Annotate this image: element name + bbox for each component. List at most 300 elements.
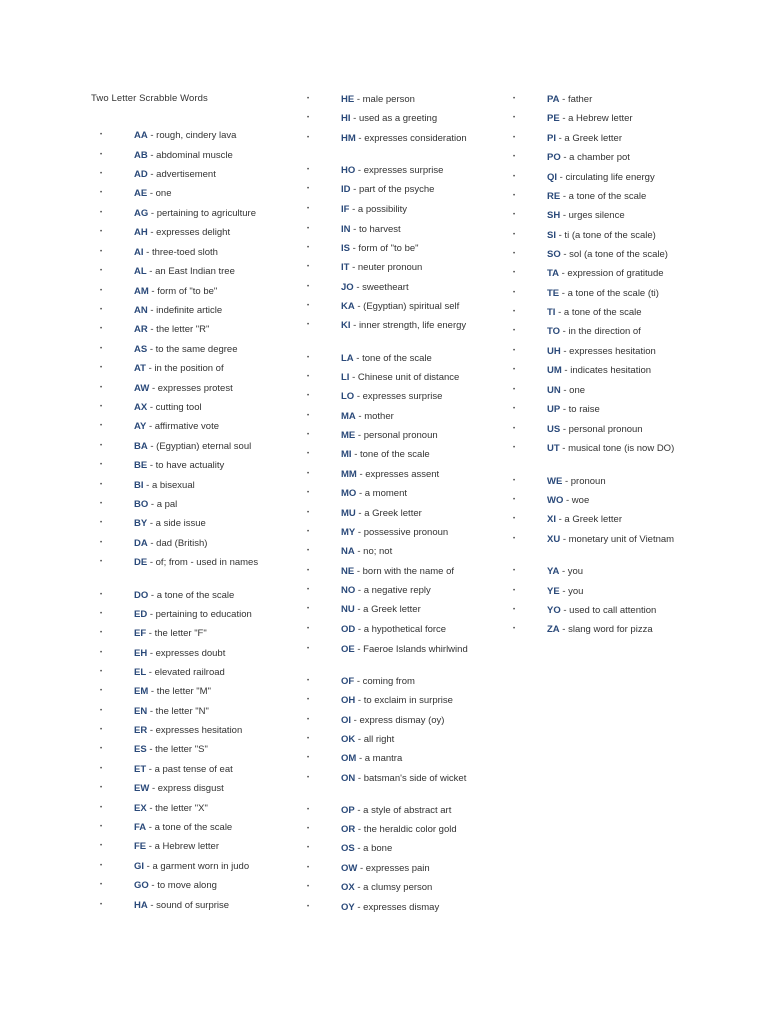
bullet-icon: • xyxy=(100,540,103,546)
entry-text xyxy=(341,545,477,559)
word-label: PE xyxy=(547,113,560,124)
bullet-icon: • xyxy=(513,445,516,451)
entry-text xyxy=(341,352,477,366)
word-label: IT xyxy=(341,262,350,273)
word-label: AN xyxy=(134,305,148,316)
word-label: IS xyxy=(341,243,350,254)
bullet-icon: • xyxy=(307,471,310,477)
bullet-icon: • xyxy=(307,548,310,554)
word-definition: - a clumsy person xyxy=(354,882,433,893)
entry-text xyxy=(134,899,290,913)
entry-text xyxy=(341,823,477,837)
bullet-icon: • xyxy=(513,232,516,238)
word-definition: - the letter "N" xyxy=(147,706,209,717)
word-label: IN xyxy=(341,224,351,235)
entry-text xyxy=(134,647,290,661)
bullet-icon: • xyxy=(307,606,310,612)
bullet-icon: • xyxy=(100,385,103,391)
bullet-icon: • xyxy=(513,174,516,180)
word-label: AT xyxy=(134,363,146,374)
bullet-icon: • xyxy=(307,717,310,723)
word-label: MU xyxy=(341,508,356,519)
word-label: OF xyxy=(341,676,355,687)
entry-text xyxy=(341,223,477,237)
entry-text xyxy=(134,498,290,512)
bullet-icon: • xyxy=(513,270,516,276)
word-definition: - the letter "R" xyxy=(147,324,210,335)
word-definition: - sol (a tone of the scale) xyxy=(560,249,668,260)
word-definition: - you xyxy=(559,586,584,597)
bullet-icon: • xyxy=(100,307,103,313)
word-label: OE xyxy=(341,644,355,655)
entry-text xyxy=(134,343,290,357)
entry-text xyxy=(134,860,290,874)
word-label: OK xyxy=(341,734,356,745)
bullet-icon: • xyxy=(513,478,516,484)
word-definition: - neuter pronoun xyxy=(349,262,423,273)
word-label: NU xyxy=(341,604,355,615)
entry-text xyxy=(547,475,693,489)
word-definition: - expresses delight xyxy=(147,227,231,238)
word-label: YA xyxy=(547,566,560,577)
bullet-icon: • xyxy=(307,186,310,192)
word-label: BA xyxy=(134,441,148,452)
entry-text xyxy=(547,287,693,301)
entry-text xyxy=(547,229,693,243)
bullet-icon: • xyxy=(513,309,516,315)
word-label: UM xyxy=(547,365,562,376)
word-label: WO xyxy=(547,495,564,506)
bullet-icon: • xyxy=(307,626,310,632)
word-definition: - express disgust xyxy=(149,783,224,794)
word-label: OS xyxy=(341,843,355,854)
word-definition: - a chamber pot xyxy=(560,152,630,163)
entry-text xyxy=(341,842,477,856)
entry-text xyxy=(341,319,477,333)
bullet-icon: • xyxy=(307,432,310,438)
entry-text xyxy=(134,401,290,415)
word-label: GO xyxy=(134,880,149,891)
entry-text xyxy=(341,468,477,482)
bullet-icon: • xyxy=(100,346,103,352)
entry-text xyxy=(547,585,693,599)
word-label: UH xyxy=(547,346,561,357)
word-definition: - a Greek letter xyxy=(555,514,622,525)
word-definition: - expression of gratitude xyxy=(558,268,664,279)
bullet-icon: • xyxy=(307,206,310,212)
word-label: LA xyxy=(341,353,354,364)
entry-text xyxy=(341,390,477,404)
entry-text xyxy=(341,584,477,598)
word-label: MY xyxy=(341,527,356,538)
entry-text xyxy=(134,323,290,337)
word-label: AM xyxy=(134,286,149,297)
word-definition: - cutting tool xyxy=(147,402,202,413)
word-definition: - tone of the scale xyxy=(351,449,430,460)
word-label: ID xyxy=(341,184,351,195)
entry-text xyxy=(547,325,693,339)
word-label: EN xyxy=(134,706,148,717)
entry-text xyxy=(547,93,693,107)
entry-text xyxy=(341,487,477,501)
word-definition: - personal pronoun xyxy=(560,424,643,435)
word-label: AE xyxy=(134,188,148,199)
word-definition: - to harvest xyxy=(350,224,401,235)
entry-text xyxy=(341,300,477,314)
bullet-icon: • xyxy=(100,746,103,752)
entry-text xyxy=(134,879,290,893)
bullet-icon: • xyxy=(513,406,516,412)
entry-text xyxy=(134,589,290,603)
word-definition: - indicates hesitation xyxy=(561,365,652,376)
word-definition: - a negative reply xyxy=(355,585,431,596)
bullet-icon: • xyxy=(307,568,310,574)
word-label: EF xyxy=(134,628,147,639)
word-label: AR xyxy=(134,324,148,335)
word-label: PA xyxy=(547,94,560,105)
word-definition: - coming from xyxy=(354,676,415,687)
word-label: WE xyxy=(547,476,563,487)
entry-text xyxy=(134,265,290,279)
word-definition: - expresses consideration xyxy=(355,133,467,144)
word-label: BO xyxy=(134,499,149,510)
entry-text xyxy=(547,494,693,508)
entry-text xyxy=(134,285,290,299)
bullet-icon: • xyxy=(307,904,310,910)
bullet-icon: • xyxy=(100,785,103,791)
word-label: IF xyxy=(341,204,350,215)
bullet-icon: • xyxy=(513,115,516,121)
bullet-icon: • xyxy=(513,626,516,632)
bullet-icon: • xyxy=(100,669,103,675)
word-definition: - a bone xyxy=(354,843,393,854)
bullet-icon: • xyxy=(307,393,310,399)
word-definition: - Chinese unit of distance xyxy=(349,372,460,383)
bullet-icon: • xyxy=(307,678,310,684)
bullet-icon: • xyxy=(100,249,103,255)
word-definition: - a bisexual xyxy=(143,480,195,491)
word-label: ES xyxy=(134,744,147,755)
word-definition: - mother xyxy=(355,411,394,422)
bullet-icon: • xyxy=(307,96,310,102)
entry-text xyxy=(341,603,477,617)
word-definition: - a pal xyxy=(148,499,178,510)
bullet-icon: • xyxy=(307,775,310,781)
bullet-icon: • xyxy=(100,650,103,656)
bullet-icon: • xyxy=(513,193,516,199)
entry-text xyxy=(134,420,290,434)
entry-text xyxy=(134,763,290,777)
entry-text xyxy=(547,209,693,223)
bullet-icon: • xyxy=(100,210,103,216)
entry-text xyxy=(547,604,693,618)
word-label: KA xyxy=(341,301,355,312)
word-definition: - dad (British) xyxy=(147,538,208,549)
word-label: XU xyxy=(547,534,561,545)
entry-text xyxy=(134,382,290,396)
bullet-icon: • xyxy=(100,501,103,507)
word-label: OI xyxy=(341,715,352,726)
bullet-icon: • xyxy=(513,212,516,218)
word-definition: - used as a greeting xyxy=(350,113,438,124)
bullet-icon: • xyxy=(100,171,103,177)
word-label: OH xyxy=(341,695,356,706)
word-definition: - one xyxy=(560,385,586,396)
word-definition: - form of "to be" xyxy=(349,243,419,254)
entry-text xyxy=(341,675,477,689)
entry-text xyxy=(341,507,477,521)
word-definition: - a moment xyxy=(356,488,407,499)
word-definition: - a tone of the scale xyxy=(560,191,647,202)
entry-text xyxy=(547,267,693,281)
bullet-icon: • xyxy=(513,516,516,522)
entry-text xyxy=(134,362,290,376)
entry-text xyxy=(134,207,290,221)
bullet-icon: • xyxy=(307,322,310,328)
word-definition: - batsman's side of wicket xyxy=(355,773,467,784)
word-label: MM xyxy=(341,469,357,480)
word-definition: - to have actuality xyxy=(147,460,225,471)
word-label: PI xyxy=(547,133,556,144)
bullet-icon: • xyxy=(100,882,103,888)
bullet-icon: • xyxy=(513,607,516,613)
entry-text xyxy=(341,752,477,766)
word-definition: - a Hebrew letter xyxy=(146,841,220,852)
word-label: EW xyxy=(134,783,150,794)
word-definition: - in the direction of xyxy=(560,326,641,337)
bullet-icon: • xyxy=(100,365,103,371)
entry-text xyxy=(134,840,290,854)
entry-text xyxy=(547,403,693,417)
bullet-icon: • xyxy=(307,355,310,361)
word-label: TA xyxy=(547,268,559,279)
word-definition: - the heraldic color gold xyxy=(355,824,457,835)
word-label: RE xyxy=(547,191,561,202)
bullet-icon: • xyxy=(307,755,310,761)
bullet-icon: • xyxy=(513,154,516,160)
bullet-icon: • xyxy=(100,708,103,714)
entry-text xyxy=(134,517,290,531)
bullet-icon: • xyxy=(100,462,103,468)
bullet-icon: • xyxy=(100,520,103,526)
word-definition: - expresses surprise xyxy=(354,391,443,402)
entry-text xyxy=(134,627,290,641)
word-label: OY xyxy=(341,902,355,913)
word-label: KI xyxy=(341,320,351,331)
entry-text xyxy=(547,306,693,320)
word-definition: - expresses doubt xyxy=(147,648,226,659)
entry-text xyxy=(341,371,477,385)
word-definition: - to move along xyxy=(148,880,217,891)
word-definition: - elevated railroad xyxy=(146,667,225,678)
word-definition: - advertisement xyxy=(147,169,216,180)
word-label: EL xyxy=(134,667,147,678)
word-label: UP xyxy=(547,404,561,415)
word-label: MO xyxy=(341,488,357,499)
word-definition: - tone of the scale xyxy=(353,353,432,364)
word-definition: - musical tone (is now DO) xyxy=(559,443,675,454)
bullet-icon: • xyxy=(100,843,103,849)
entry-text xyxy=(341,714,477,728)
entry-text xyxy=(341,881,477,895)
entry-text xyxy=(134,608,290,622)
word-definition: - part of the psyche xyxy=(350,184,435,195)
word-definition: - to raise xyxy=(560,404,600,415)
word-definition: - indefinite article xyxy=(147,305,223,316)
entry-text xyxy=(134,743,290,757)
word-definition: - expresses pain xyxy=(357,863,430,874)
word-label: NA xyxy=(341,546,355,557)
bullet-icon: • xyxy=(100,592,103,598)
entry-text xyxy=(547,533,693,547)
word-definition: - born with the name of xyxy=(354,566,455,577)
entry-text xyxy=(547,423,693,437)
word-label: ET xyxy=(134,764,147,775)
bullet-icon: • xyxy=(100,902,103,908)
word-label: AY xyxy=(134,421,147,432)
entry-text xyxy=(341,565,477,579)
word-label: AB xyxy=(134,150,148,161)
entry-text xyxy=(341,164,477,178)
bullet-icon: • xyxy=(513,328,516,334)
word-label: FA xyxy=(134,822,147,833)
entry-text xyxy=(547,190,693,204)
word-label: XI xyxy=(547,514,556,525)
word-definition: - a side issue xyxy=(147,518,206,529)
word-definition: - pronoun xyxy=(562,476,606,487)
word-definition: - a Greek letter xyxy=(355,508,422,519)
word-label: YE xyxy=(547,586,560,597)
word-definition: - slang word for pizza xyxy=(559,624,653,635)
bullet-icon: • xyxy=(100,190,103,196)
word-label: DO xyxy=(134,590,149,601)
word-definition: - express dismay (oy) xyxy=(351,715,445,726)
bullet-icon: • xyxy=(307,884,310,890)
word-definition: - to exclaim in surprise xyxy=(355,695,453,706)
word-label: OR xyxy=(341,824,356,835)
word-label: OM xyxy=(341,753,357,764)
word-label: OW xyxy=(341,863,358,874)
word-label: ED xyxy=(134,609,148,620)
entry-text xyxy=(134,168,290,182)
word-label: NE xyxy=(341,566,355,577)
word-label: UN xyxy=(547,385,561,396)
entry-text xyxy=(341,132,477,146)
word-definition: - form of "to be" xyxy=(148,286,218,297)
bullet-icon: • xyxy=(513,387,516,393)
entry-text xyxy=(341,410,477,424)
word-label: AA xyxy=(134,130,148,141)
word-definition: - inner strength, life energy xyxy=(350,320,467,331)
bullet-icon: • xyxy=(307,167,310,173)
bullet-icon: • xyxy=(513,135,516,141)
bullet-icon: • xyxy=(100,824,103,830)
word-label: DA xyxy=(134,538,148,549)
word-definition: - sound of surprise xyxy=(147,900,230,911)
word-label: MA xyxy=(341,411,356,422)
bullet-icon: • xyxy=(100,482,103,488)
bullet-icon: • xyxy=(100,152,103,158)
entry-text xyxy=(134,556,290,570)
word-label: HO xyxy=(341,165,356,176)
word-definition: - a garment worn in judo xyxy=(144,861,250,872)
word-label: UT xyxy=(547,443,560,454)
word-label: DE xyxy=(134,557,148,568)
entry-text xyxy=(547,565,693,579)
bullet-icon: • xyxy=(100,630,103,636)
bullet-icon: • xyxy=(307,697,310,703)
bullet-icon: • xyxy=(513,251,516,257)
word-definition: - Faeroe Islands whirlwind xyxy=(354,644,468,655)
word-label: JO xyxy=(341,282,354,293)
word-label: OD xyxy=(341,624,356,635)
word-label: SO xyxy=(547,249,561,260)
bullet-icon: • xyxy=(513,348,516,354)
entry-text xyxy=(341,242,477,256)
word-label: AH xyxy=(134,227,148,238)
bullet-icon: • xyxy=(100,423,103,429)
word-label: BE xyxy=(134,460,148,471)
entry-text xyxy=(134,304,290,318)
entry-text xyxy=(341,261,477,275)
word-definition: - ti (a tone of the scale) xyxy=(555,230,656,241)
word-label: SI xyxy=(547,230,556,241)
word-label: AL xyxy=(134,266,147,277)
word-label: ON xyxy=(341,773,356,784)
word-definition: - expresses protest xyxy=(149,383,233,394)
bullet-icon: • xyxy=(100,863,103,869)
word-definition: - a style of abstract art xyxy=(354,805,452,816)
bullet-icon: • xyxy=(307,510,310,516)
word-label: LI xyxy=(341,372,350,383)
word-definition: - male person xyxy=(354,94,415,105)
word-label: ZA xyxy=(547,624,560,635)
word-label: GI xyxy=(134,861,145,872)
word-definition: - sweetheart xyxy=(353,282,409,293)
entry-text xyxy=(134,705,290,719)
bullet-icon: • xyxy=(307,284,310,290)
word-definition: - a possibility xyxy=(349,204,408,215)
bullet-icon: • xyxy=(307,587,310,593)
word-label: HA xyxy=(134,900,148,911)
entry-text xyxy=(134,782,290,796)
entry-text xyxy=(341,772,477,786)
bullet-icon: • xyxy=(513,536,516,542)
word-definition: - (Egyptian) eternal soul xyxy=(147,441,252,452)
word-definition: - a tone of the scale xyxy=(146,822,233,833)
word-definition: - a Hebrew letter xyxy=(559,113,633,124)
word-label: QI xyxy=(547,172,558,183)
word-definition: - no; not xyxy=(354,546,393,557)
bullet-icon: • xyxy=(513,497,516,503)
bullet-icon: • xyxy=(307,646,310,652)
word-definition: - affirmative vote xyxy=(146,421,220,432)
entry-text xyxy=(134,440,290,454)
word-definition: - a tone of the scale xyxy=(555,307,642,318)
bullet-icon: • xyxy=(513,96,516,102)
bullet-icon: • xyxy=(513,367,516,373)
bullet-icon: • xyxy=(100,688,103,694)
word-definition: - one xyxy=(147,188,172,199)
bullet-icon: • xyxy=(100,443,103,449)
word-label: US xyxy=(547,424,561,435)
page-title: Two Letter Scrabble Words xyxy=(91,93,208,104)
word-definition: - the letter "S" xyxy=(146,744,208,755)
bullet-icon: • xyxy=(307,135,310,141)
entry-text xyxy=(134,459,290,473)
entry-text xyxy=(341,901,477,915)
word-definition: - expresses surprise xyxy=(355,165,444,176)
